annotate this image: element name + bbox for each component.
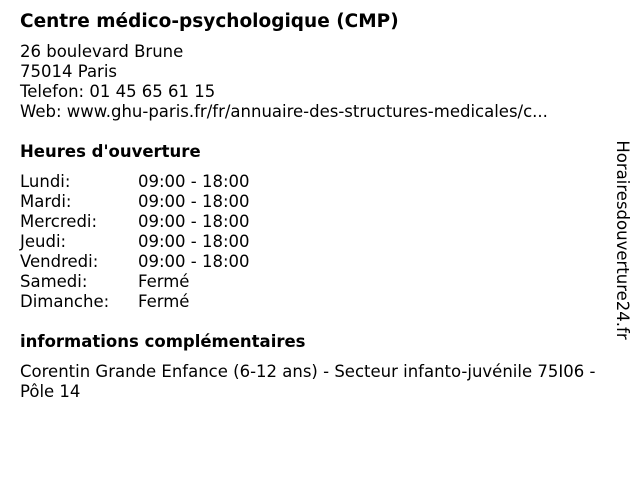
page-title: Centre médico-psychologique (CMP)	[20, 11, 399, 32]
hours-row-friday	[20, 252, 610, 272]
hours-value: Fermé	[138, 292, 190, 311]
day-label: Vendredi:	[20, 252, 99, 271]
site-brand-watermark: Horairesdouverture24.fr	[613, 140, 632, 340]
opening-hours-heading: Heures d'ouverture	[20, 142, 201, 161]
address-city: 75014 Paris	[20, 62, 118, 81]
hours-row-monday	[20, 172, 610, 192]
day-label: Lundi:	[20, 172, 71, 191]
additional-info-heading: informations complémentaires	[20, 332, 306, 351]
day-label: Mardi:	[20, 192, 72, 211]
phone-number: Telefon: 01 45 65 61 15	[20, 82, 216, 101]
day-label: Jeudi:	[20, 232, 67, 251]
hours-value: 09:00 - 18:00	[138, 192, 250, 211]
hours-value: 09:00 - 18:00	[138, 212, 250, 231]
hours-row-saturday	[20, 272, 610, 292]
hours-row-wednesday	[20, 212, 610, 232]
additional-info-text: Corentin Grande Enfance (6-12 ans) - Secteur infanto-juvénile 75I06 - Pôle 14	[20, 362, 596, 401]
hours-row-tuesday	[20, 192, 610, 212]
address-street: 26 boulevard Brune	[20, 42, 184, 61]
hours-value: 09:00 - 18:00	[138, 232, 250, 251]
day-label: Mercredi:	[20, 212, 98, 231]
day-label: Dimanche:	[20, 292, 110, 311]
hours-value: Fermé	[138, 272, 190, 291]
hours-row-thursday	[20, 232, 610, 252]
location-card	[20, 8, 610, 402]
day-label: Samedi:	[20, 272, 88, 291]
hours-value: 09:00 - 18:00	[138, 252, 250, 271]
hours-row-sunday	[20, 292, 610, 312]
opening-hours-list	[20, 172, 610, 312]
website-link[interactable]: Web: www.ghu-paris.fr/fr/annuaire-des-structures-medicales/c...	[20, 102, 548, 121]
hours-value: 09:00 - 18:00	[138, 172, 250, 191]
